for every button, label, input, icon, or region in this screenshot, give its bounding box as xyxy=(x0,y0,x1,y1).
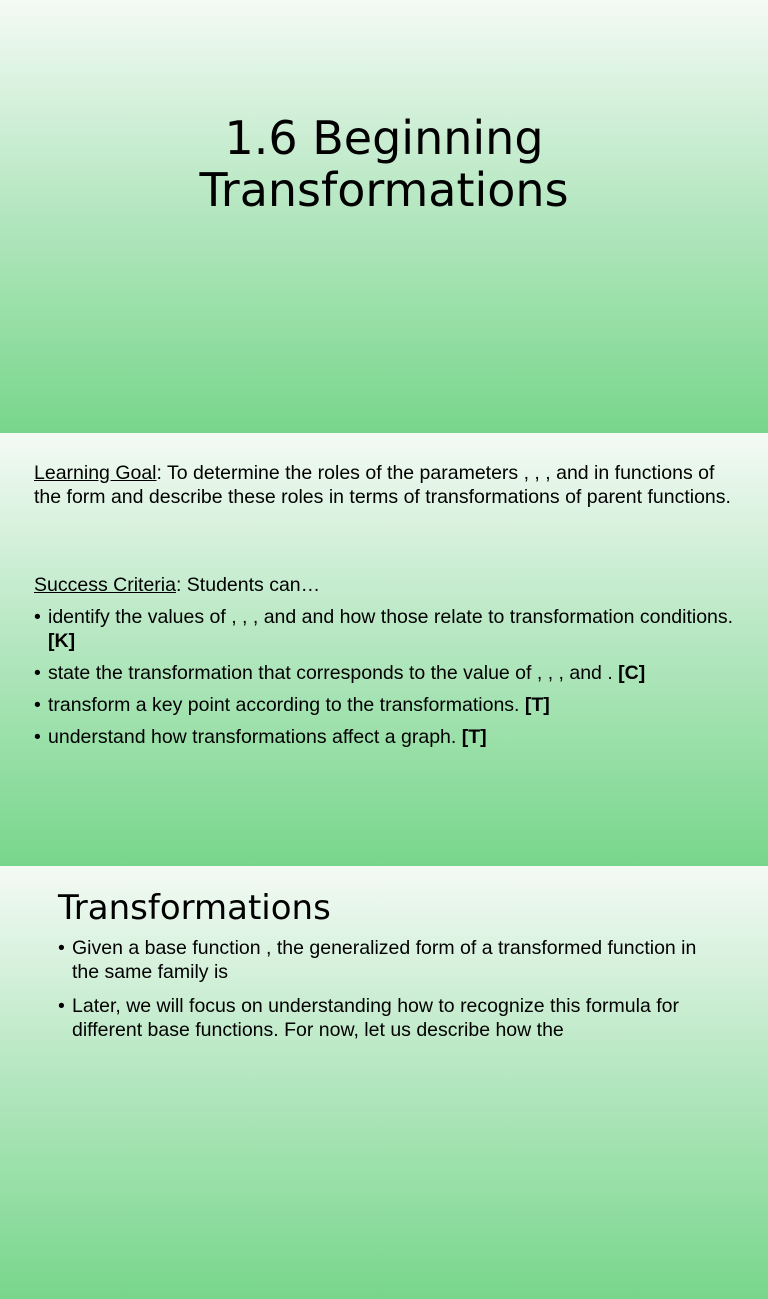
bullet-text: Later, we will focus on understanding how to recognize this formula for different base functions. For now, let us describe how the xyxy=(72,995,679,1041)
bullet-icon: • xyxy=(34,606,41,628)
title-line-1: 1.6 Beginning xyxy=(224,111,544,165)
bullet-icon: • xyxy=(58,937,65,959)
transformations-list xyxy=(58,936,718,1052)
bullet-icon: • xyxy=(34,662,41,684)
list-item xyxy=(34,725,734,749)
criteria-tag: [T] xyxy=(524,694,550,716)
list-item xyxy=(58,994,718,1042)
slide-title xyxy=(0,112,768,216)
learning-goal-text: : To determine the roles of the parameters , , , and in functions of the form and describe these roles in terms of transformations of parent functions. xyxy=(34,462,731,508)
slide-heading: Transformations xyxy=(58,888,331,928)
title-line-2: Transformations xyxy=(199,163,569,217)
criteria-text: understand how transformations affect a graph. xyxy=(48,726,462,748)
learning-goal-slide xyxy=(0,433,768,866)
learning-goal-label: Learning Goal xyxy=(34,462,157,484)
success-criteria-intro: : Students can… xyxy=(175,574,321,596)
list-item xyxy=(34,661,734,685)
success-criteria-label: Success Criteria xyxy=(34,574,176,596)
bullet-icon: • xyxy=(34,694,41,716)
success-criteria-heading xyxy=(34,573,744,597)
list-item xyxy=(58,936,718,984)
criteria-text: transform a key point according to the transformations. xyxy=(48,694,525,716)
bullet-icon: • xyxy=(34,726,41,748)
learning-goal xyxy=(34,461,744,509)
criteria-text: state the transformation that corresponds to the value of , , , and . xyxy=(48,662,619,684)
list-item xyxy=(34,605,734,653)
criteria-tag: [T] xyxy=(461,726,487,748)
bullet-text: Given a base function , the generalized form of a transformed function in the same family is xyxy=(72,937,697,983)
title-slide xyxy=(0,0,768,433)
criteria-tag: [C] xyxy=(618,662,646,684)
criteria-tag: [K] xyxy=(48,630,76,652)
criteria-text: identify the values of , , , and and how those relate to transformation conditions. xyxy=(48,606,734,628)
list-item xyxy=(34,693,734,717)
success-criteria-list xyxy=(34,605,734,757)
transformations-slide xyxy=(0,866,768,1299)
bullet-icon: • xyxy=(58,995,65,1017)
